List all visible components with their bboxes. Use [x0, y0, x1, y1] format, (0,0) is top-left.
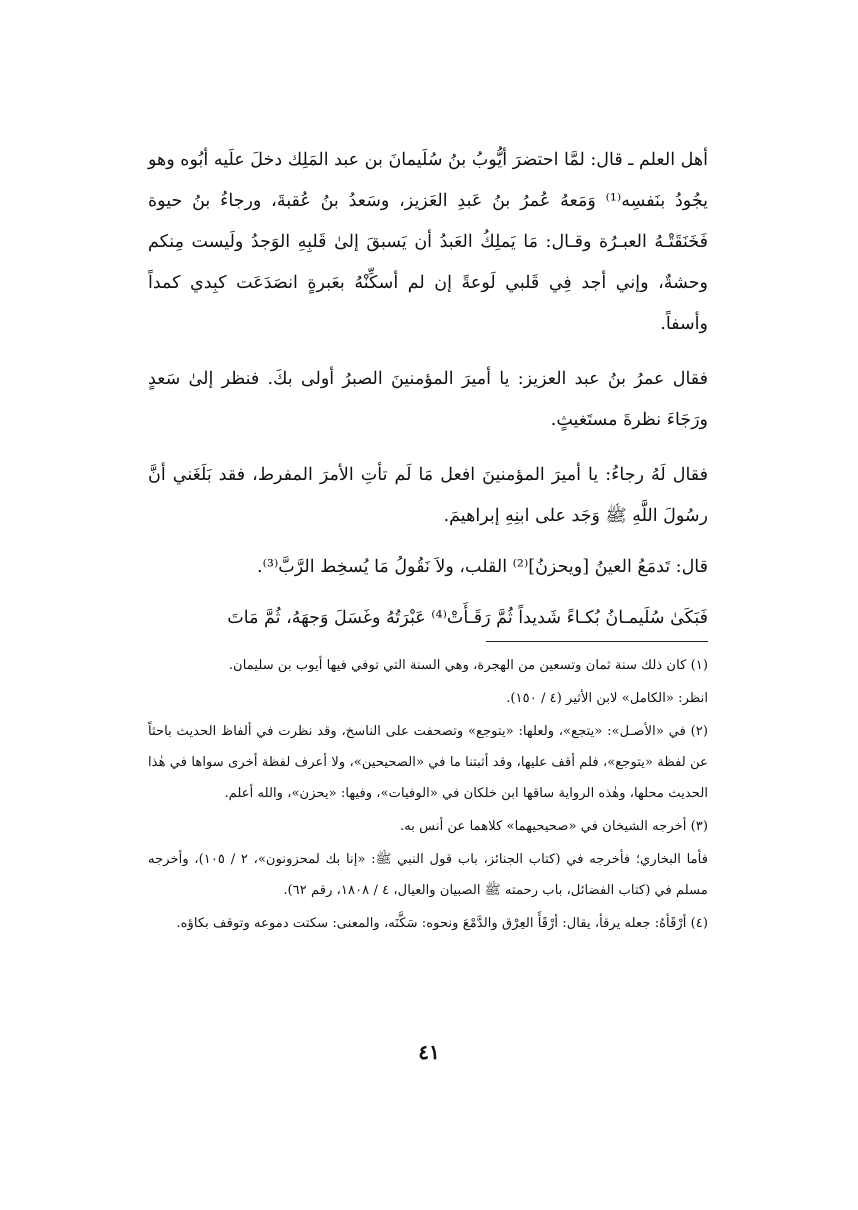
footnote-1: (١) كان ذلك سنة ثمان وتسعين من الهجرة، وهي السنة التي توفي فيها أيوب بن سليمان.	[228, 658, 708, 673]
page-number: ٤١	[418, 1040, 440, 1064]
paragraph-1: أهل العلم ـ قال: لمَّا احتضرَ أيُّوبُ بنُ سُلَيمانَ بن عبد المَلِك دخلَ علَيه أبُوه وهو يجُودُ بنَفسِه⁽¹⁾ وَمَعهُ عُمرُ بنُ عَبدِ العَزيز، وسَعدُ بنُ عُقبةَ، ورجاءُ بنُ حيوة فَخَنَقَتْـهُ العبـرُة وقـال: مَا يَملِكُ العَبدُ أن يَسبقَ إلىٰ قَلبِهِ الوَجدُ ولَيست مِنكم وحشةٌ، وإني أجد فِي قَلبي لَوعةً إن لم أسكِّنْهُ بعَبرةٍ انصَدَعَت كبِدي كمداً وأسفاً.	[148, 150, 709, 334]
footnote-3-details: فأما البخاري؛ فأخرجه في (كتاب الجنائز، باب قول النبي ﷺ: «إنا بك لمحزونون»، ٢ / ١٠٥)، وأخرجه مسلم في (كتاب الفضائل، باب رحمته ﷺ الصبيان والعيال، ٤ / ١٨٠٨، رقم ٦٢).	[148, 852, 709, 898]
paragraph-5: فَبَكَىٰ سُلَيمـانُ بُكـاءً شَديداً ثُمَّ رَقَـأَتْ⁽⁴⁾ عَبْرَتُهُ وغَسَلَ وَجهَهُ، ثُمَّ مَاتَ	[227, 608, 708, 628]
main-text	[148, 140, 708, 639]
paragraph-4: قال: تَدمَعُ العينُ [ويحزنُ]⁽²⁾ القلب، ولاَ نَقُولُ مَا يُسخِط الرَّبَّ⁽³⁾.	[257, 557, 708, 577]
footnote-divider	[486, 641, 708, 642]
paragraph-2: فقال عمرُ بنُ عبد العزيز: يا أميرَ المؤمنينَ الصبرُ أولى بكَ. فنظر إلىٰ سَعدٍ ورَجَاءَ نظرةَ مستَغيثٍ.	[148, 369, 708, 430]
footnote-1-reference: انظر: «الكامل» لابن الأثير (٤ / ١٥٠).	[506, 691, 708, 706]
footnotes	[148, 650, 708, 941]
footnote-2: (٢) في «الأصـل»: «يتجع»، ولعلها: «يتوجع» وتصحفت على الناسخ، وقد نظرت في ألفاظ الحديث باحثاً عن لفظة «يتوجع»، فلم أقف عليها، وقد أثبتنا ما في «الصحيحين»، ولا أعرف لفظة أخرى سواها في هٰذا الحديث محلها، وهٰذه الرواية ساقها ابن خلكان في «الوفيات»، وفيها: «يحزن»، والله أعلم.	[148, 724, 708, 801]
footnote-3: (٣) أخرجه الشيخان في «صحيحيهما» كلاهما عن أنس به.	[400, 819, 708, 834]
footnote-4: (٤) أرْقَأهُ: جعله يرقأ، يقال: أرْقَأَ العِرْق والدَّمْعَ ونحوه: سَكَّنَه، والمعنى: سكتت دموعه وتوقف بكاؤه.	[176, 916, 708, 931]
paragraph-3: فقال لَهُ رجاءُ: يا أميرَ المؤمنينَ افعل مَا لَم تأتِ الأمرَ المفرط، فقد بَلَغَني أنَّ رسُولَ اللَّهِ ﷺ وَجَد على ابنِهِ إبراهيمَ.	[148, 465, 708, 526]
